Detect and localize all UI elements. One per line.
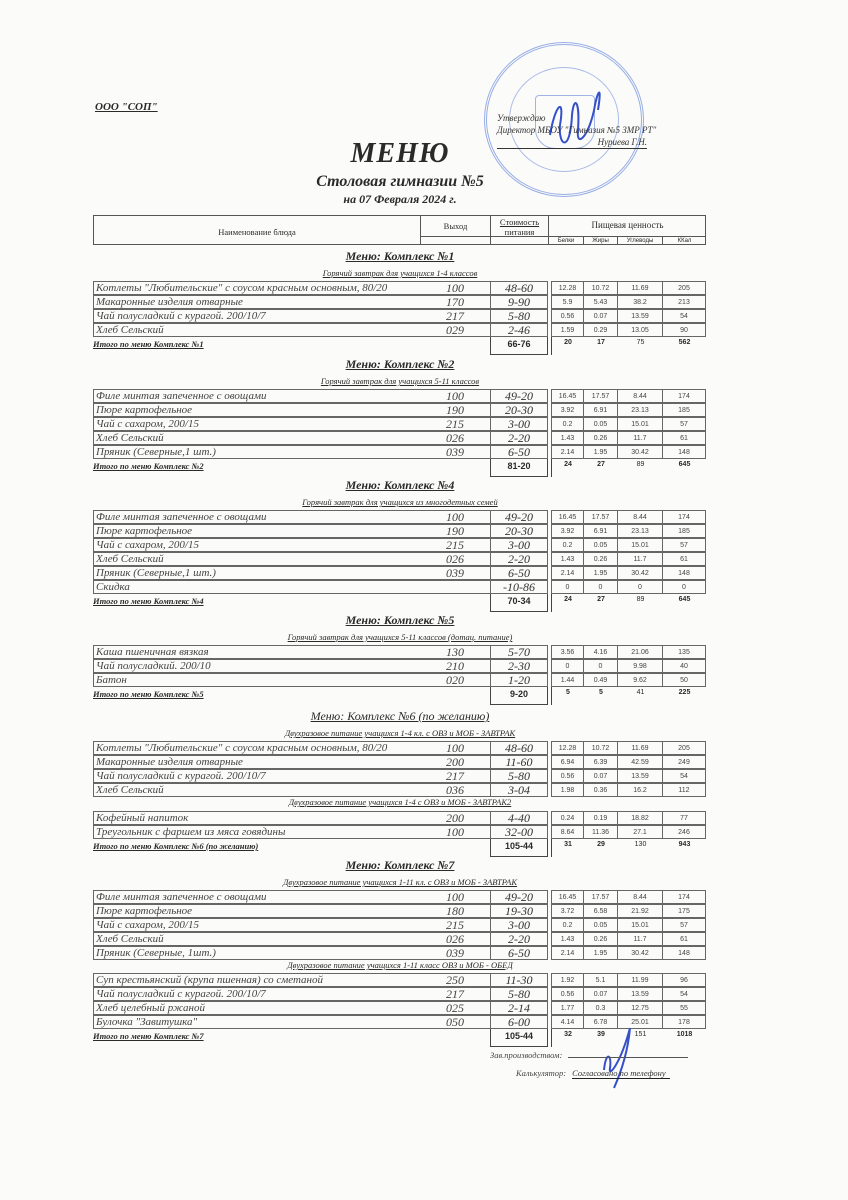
section-subtitle-2: Двухразовое питание учащихся 1-11 класс ОВЗ и МОБ - ОБЕД [287,960,513,970]
approval-line-3: Нуриева Г.Н. [497,136,647,149]
table-row: Пряник (Северные, 1шт.) 039 6-50 2.14 1.95 30.42 148 [93,946,706,960]
section-title: Меню: Комплекс №5 [345,613,455,627]
calculator-value: Согласовано по телефону [572,1068,670,1079]
col-proteins-header: Белки [549,236,584,244]
table-row: Чай полусладкий с курагой. 200/10/7 217 5-80 0.56 0.07 13.59 54 [93,769,706,783]
table-row: Пряник (Северные,1 шт.) 039 6-50 2.14 1.95 30.42 148 [93,445,706,459]
section-subtitle: Двухразовое питание учащихся 1-4 кл. с ОВЗ и МОБ - ЗАВТРАК [284,728,516,738]
total-row: Итого по меню Комплекс №2 81-20 24 27 89 645 [93,459,706,475]
page-subtitle: Столовая гимназии №5 [316,173,484,190]
section-subtitle-2: Двухразовое питание учащихся 1-4 с ОВЗ и МОБ - ЗАВТРАК2 [288,797,512,807]
col-kcal-header: ККал [663,236,706,244]
section-title: Меню: Комплекс №1 [345,249,455,263]
section-subtitle: Двухразовое питание учащихся 1-11 кл. с ОВЗ и МОБ - ЗАВТРАК [283,877,517,887]
section-title: Меню: Комплекс №2 [345,357,455,371]
table-row: Хлеб Сельский 026 2-20 1.43 0.26 11.7 61 [93,932,706,946]
col-cost-header: Стоимость питания [491,216,549,236]
col-carbs-header: Углеводы [618,236,663,244]
menu-date: на 07 Февраля 2024 г. [343,192,457,206]
table-row: Каша пшеничная вязкая 130 5-70 3.56 4.16 21.06 135 [93,645,706,659]
total-row: Итого по меню Комплекс №5 9-20 5 5 41 225 [93,687,706,703]
table-row: Хлеб Сельский 026 2-20 1.43 0.26 11.7 61 [93,431,706,445]
total-row: Итого по меню Комплекс №6 (по желанию) 105-44 31 29 130 943 [93,839,706,855]
table-row: Макаронные изделия отварные 200 11-60 6.94 6.39 42.59 249 [93,755,706,769]
table-row: Чай с сахаром, 200/15 215 3-00 0.2 0.05 15.01 57 [93,538,706,552]
table-row: Филе минтая запеченное с овощами 100 49-20 16.45 17.57 8.44 174 [93,510,706,524]
table-header [93,215,706,245]
table-row: Котлеты "Любительские" с соусом красным основным, 80/20 100 48-60 12.28 10.72 11.69 205 [93,281,706,295]
col-output-header: Выход [421,216,491,236]
calculator-line: Калькулятор: Согласовано по телефону [516,1068,670,1078]
table-row: Чай полусладкий. 200/10 210 2-30 0 0 9.98 40 [93,659,706,673]
total-row: Итого по меню Комплекс №4 70-34 24 27 89 645 [93,594,706,610]
table-row: Чай с сахаром, 200/15 215 3-00 0.2 0.05 15.01 57 [93,918,706,932]
table-row: Филе минтая запеченное с овощами 100 49-20 16.45 17.57 8.44 174 [93,389,706,403]
total-row: Итого по меню Комплекс №7 105-44 32 39 151 1018 [93,1029,706,1045]
table-row: Пюре картофельное 190 20-30 3.92 6.91 23.13 185 [93,524,706,538]
section-subtitle: Горячий завтрак для учащихся 5-11 классов (дотац. питание) [287,632,513,642]
table-row: Чай с сахаром, 200/15 215 3-00 0.2 0.05 15.01 57 [93,417,706,431]
table-row: Хлеб Сельский 036 3-04 1.98 0.36 16.2 112 [93,783,706,797]
production-signature-blank [568,1057,688,1058]
approval-line-1: Утверждаю [497,113,546,123]
col-fats-header: Жиры [584,236,618,244]
table-row: Пюре картофельное 180 19-30 3.72 6.58 21.92 175 [93,904,706,918]
organization-name: ООО "СОП" [95,101,158,113]
blank-sub [421,236,491,244]
section-title: Меню: Комплекс №6 (по желанию) [310,709,490,723]
table-row: Скидка -10-86 0 0 0 0 [93,580,706,594]
table-row: Чай полусладкий с курагой. 200/10/7 217 5-80 0.56 0.07 13.59 54 [93,309,706,323]
table-row: Батон 020 1-20 1.44 0.49 9.62 50 [93,673,706,687]
table-row: Хлеб Сельский 026 2-20 1.43 0.26 11.7 61 [93,552,706,566]
production-manager-line: Зав.производством: [490,1050,688,1060]
section-title: Меню: Комплекс №4 [345,478,455,492]
section-subtitle: Горячий завтрак для учащихся 1-4 классов [322,268,478,278]
blank-sub [491,236,549,244]
section-title: Меню: Комплекс №7 [345,858,455,872]
table-row: Пряник (Северные,1 шт.) 039 6-50 2.14 1.95 30.42 148 [93,566,706,580]
table-row: Макаронные изделия отварные 170 9-90 5.9 5.43 38.2 213 [93,295,706,309]
table-row: Пюре картофельное 190 20-30 3.92 6.91 23.13 185 [93,403,706,417]
col-name-header: Наименование блюда [94,216,421,244]
table-row: Суп крестьянский (крупа пшенная) со сметаной 250 11-30 1.92 5.1 11.99 96 [93,973,706,987]
page-title: МЕНЮ [350,138,450,169]
table-row: Чай полусладкий с курагой. 200/10/7 217 5-80 0.56 0.07 13.59 54 [93,987,706,1001]
section-subtitle: Горячий завтрак для учащихся 5-11 классов [320,376,480,386]
total-row: Итого по меню Комплекс №1 66-76 20 17 75 562 [93,337,706,353]
approval-line-2: Директор МБОУ "Гимназия №5 ЗМР РТ" [497,125,657,135]
table-row: Кофейный напиток 200 4-40 0.24 0.19 18.82 77 [93,811,706,825]
table-row: Хлеб Сельский 029 2-46 1.59 0.29 13.05 90 [93,323,706,337]
col-nutrition-header: Пищевая ценность [591,220,664,230]
table-row: Хлеб целебный ржаной 025 2-14 1.77 0.3 12.75 55 [93,1001,706,1015]
table-row: Булочка "Завитушка" 050 6-00 4.14 6.78 25.01 178 [93,1015,706,1029]
table-row: Филе минтая запеченное с овощами 100 49-20 16.45 17.57 8.44 174 [93,890,706,904]
table-row: Треугольник с фаршем из мяса говядины 100 32-00 8.64 11.36 27.1 246 [93,825,706,839]
section-subtitle: Горячий завтрак для учащихся из многодетных семей [302,497,498,507]
table-row: Котлеты "Любительские" с соусом красным основным, 80/20 100 48-60 12.28 10.72 11.69 205 [93,741,706,755]
